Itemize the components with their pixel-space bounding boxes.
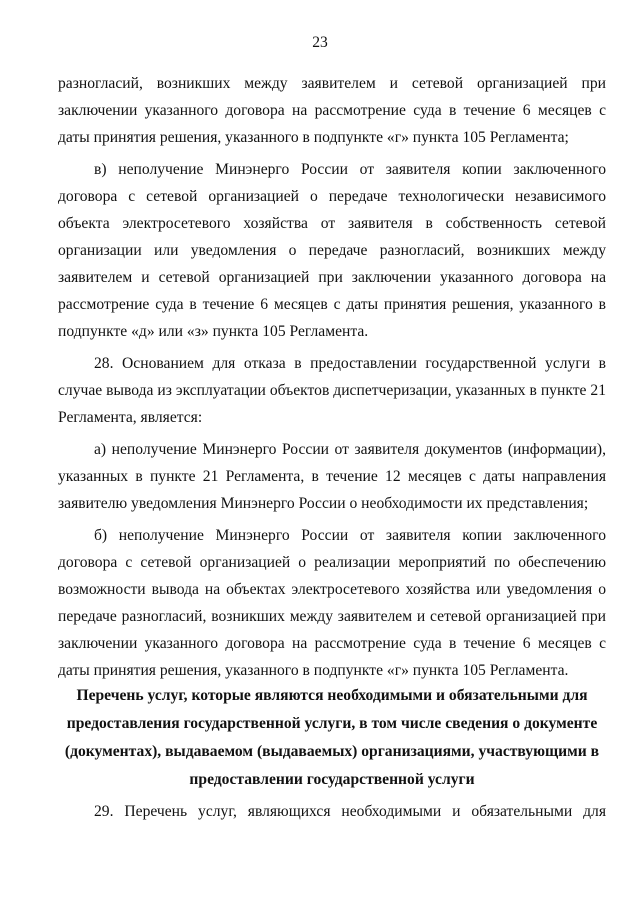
paragraph-28: 28. Основанием для отказа в предоставлении государственной услуги в случае вывода из эксплуатации объектов диспетчеризации, указанных в пункте 21 Регламента, является:: [58, 355, 606, 426]
paragraph-continuation: разногласий, возникших между заявителем и сетевой организацией при заключении указанного договора на рассмотрение суда в течение 6 месяцев с даты принятия решения, указанного в подпункте «г» пункта 105 Регламента;: [58, 75, 606, 146]
section-heading: Перечень услуг, которые являются необходимыми и обязательными для предоставления государственной услуги, в том числе сведения о документе (документах), выдаваемом (выдаваемых) организациями, участвующими в предоставлении государственной услуги: [64, 687, 600, 788]
text-block-upper: [58, 70, 606, 684]
page-number: 23: [312, 34, 328, 51]
text-block-lower: [58, 798, 606, 825]
paragraph-item-b: б) неполучение Минэнерго России от заявителя копии заключенного договора с сетевой организацией о реализации мероприятий по обеспечению возможности вывода на объектах электросетевого хозяйства или уведомления о передаче разногласий, возникших между заявителем и сетевой организацией при заключении указанного договора на рассмотрение суда в течение 6 месяцев с даты принятия решения, указанного в подпункте «г» пункта 105 Регламента.: [58, 527, 606, 679]
paragraph-item-v: в) неполучение Минэнерго России от заявителя копии заключенного договора с сетевой организацией о передаче технологически независимого объекта электросетевого хозяйства от заявителя в собственность сетевой организации или уведомления о передаче разногласий, возникших между заявителем и сетевой организацией при заключении указанного договора на рассмотрение суда в течение 6 месяцев с даты принятия решения, указанного в подпункте «д» или «з» пункта 105 Регламента.: [58, 161, 606, 340]
paragraph-29: 29. Перечень услуг, являющихся необходимыми и обязательными для: [94, 803, 606, 820]
paragraph-item-a: а) неполучение Минэнерго России от заявителя документов (информации), указанных в пункте 21 Регламента, в течение 12 месяцев с даты направления заявителю уведомления Минэнерго России о необходимости их представления;: [58, 441, 606, 512]
